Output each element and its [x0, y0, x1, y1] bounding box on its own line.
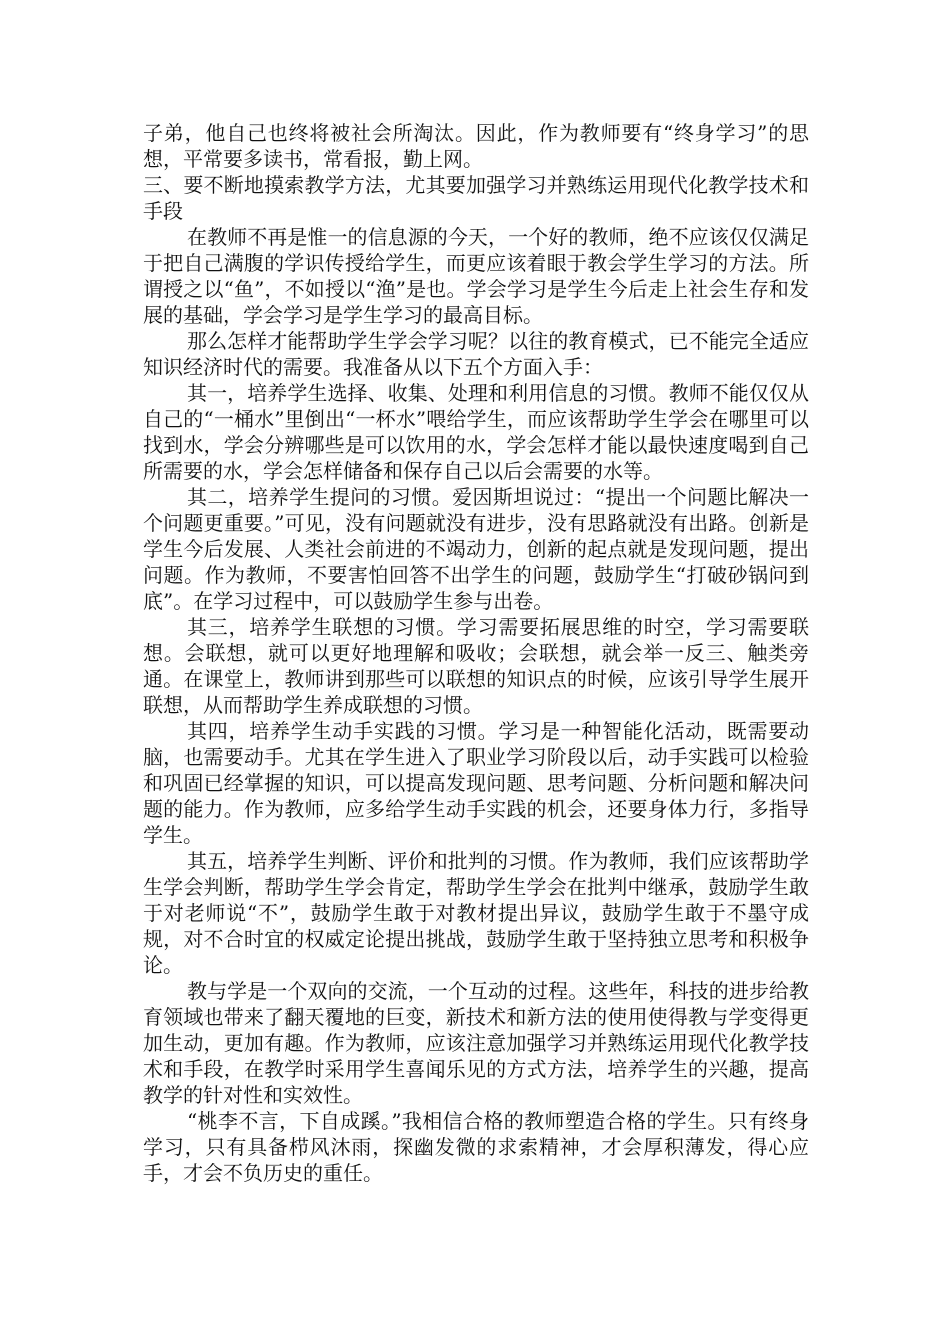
- paragraph: 其二，培养学生提问的习惯。爱因斯坦说过：“提出一个问题比解决一个问题更重要。”可见，没有问题就没有进步，没有思路就没有出路。创新是学生今后发展、人类社会前进的不竭动力，创新的起点就是发现问题，提出问题。作为教师，不要害怕回答不出学生的问题，鼓励学生“打破砂锅问到底”。在学习过程中，可以鼓励学生参与出卷。: [143, 485, 809, 613]
- paragraph-closing: “桃李不言，下自成蹊。”我相信合格的教师塑造合格的学生。只有终身学习，只有具备栉风沐雨，探幽发微的求索精神，才会厚积薄发，得心应手，才会不负历史的重任。: [143, 1109, 809, 1185]
- paragraph: 其一，培养学生选择、收集、处理和利用信息的习惯。教师不能仅仅从自己的“一桶水”里倒出“一杯水”喂给学生，而应该帮助学生学会在哪里可以找到水，学会分辨哪些是可以饮用的水，学会怎样才能以最快速度喝到自己所需要的水，学会怎样储备和保存自己以后会需要的水等。: [143, 381, 809, 483]
- paragraph: 其四，培养学生动手实践的习惯。学习是一种智能化活动，既需要动脑，也需要动手。尤其在学生进入了职业学习阶段以后，动手实践可以检验和巩固已经掌握的知识，可以提高发现问题、思考问题、分析问题和解决问题的能力。作为教师，应多给学生动手实践的机会，还要身体力行，多指导学生。: [143, 719, 809, 847]
- paragraph: 其三，培养学生联想的习惯。学习需要拓展思维的时空，学习需要联想。会联想，就可以更好地理解和吸收；会联想，就会举一反三、触类旁通。在课堂上，教师讲到那些可以联想的知识点的时候，应该引导学生展开联想，从而帮助学生养成联想的习惯。: [143, 615, 809, 717]
- paragraph: 其五，培养学生判断、评价和批判的习惯。作为教师，我们应该帮助学生学会判断，帮助学生学会肯定，帮助学生学会在批判中继承，鼓励学生敢于对老师说“不”，鼓励学生敢于对教材提出异议，鼓励学生敢于不墨守成规，对不合时宜的权威定论提出挑战，鼓励学生敢于坚持独立思考和积极争论。: [143, 849, 809, 977]
- document-body: [143, 120, 809, 1186]
- section-heading: 三、要不断地摸索教学方法，尤其要加强学习并熟练运用现代化教学技术和手段: [143, 173, 809, 223]
- paragraph-continuation: 子弟，他自己也终将被社会所淘汰。因此，作为教师要有“终身学习”的思想，平常要多读书，常看报，勤上网。: [143, 121, 809, 171]
- paragraph: 教与学是一个双向的交流，一个互动的过程。这些年，科技的进步给教育领域也带来了翻天覆地的巨变，新技术和新方法的使用使得教与学变得更加生动，更加有趣。作为教师，应该注意加强学习并熟练运用现代化教学技术和手段，在教学时采用学生喜闻乐见的方式方法，培养学生的兴趣，提高教学的针对性和实效性。: [143, 979, 809, 1107]
- paragraph: 那么怎样才能帮助学生学会学习呢？以往的教育模式，已不能完全适应知识经济时代的需要。我准备从以下五个方面入手：: [143, 329, 809, 379]
- paragraph: 在教师不再是惟一的信息源的今天，一个好的教师，绝不应该仅仅满足于把自己满腹的学识传授给学生，而更应该着眼于教会学生学习的方法。所谓授之以“鱼”，不如授以“渔”是也。学会学习是学生今后走上社会生存和发展的基础，学会学习是学生学习的最高目标。: [143, 225, 809, 327]
